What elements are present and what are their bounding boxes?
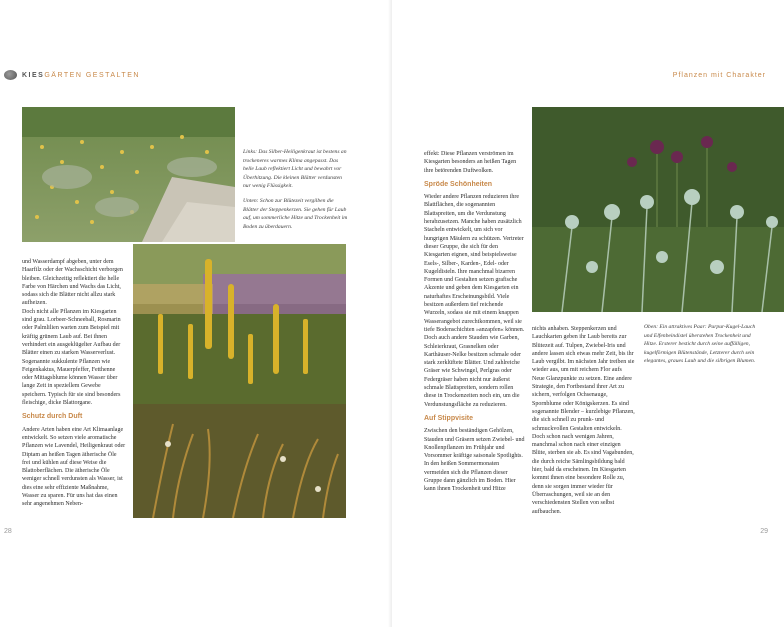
right-page	[392, 0, 784, 627]
photo-allium-eryngium	[532, 107, 784, 312]
photo-silver-santolina	[22, 107, 235, 242]
running-header-left: KIESGÄRTEN GESTALTEN	[22, 72, 140, 79]
heading-sproede-schoenheiten: Spröde Schönheiten	[424, 180, 493, 188]
right-text-column: nichts anhaben. Steppenkerzen und Lauchkarten geben ihr Laub bereits zur Blütezeit auf. Tulpen, Zwiebel-Iris und andere lassen sich etwas mehr Zeit, bis ihr Laub vergilbt. Im nächsten Jahr treiben sie wieder aus, um mit reichem Flor aufs Neue Glanzpunkte zu setzen. Eine andere Strategie, den Fortbestand ihrer Art zu sichern, verfolgen Ochsenauge, Spornblume oder Königskerzen. Es sind sogenannte Blender – kurzlebige Pflanzen, die sich schnell zu prunk- und schmuckvollen Gestalten entwickeln. Doch schon nach wenigen Jahren, manchmal schon nach einer einzigen Blüte, sterben sie ab. Es sind Vagabunden, die durch reiche Sämlingsbildung bald hier, bald da erscheinen. Im Kiesgarten kommt ihnen eine besondere Rolle zu, denn sie sorgen immer wieder für Überraschungen, weil sie an den verschiedensten Stellen von selbst aufbauchen.	[532, 326, 635, 515]
stone-icon	[4, 70, 17, 80]
middle-text-column: effekt: Diese Pflanzen verströmen im Kiesgarten besonders an heißen Tagen ihre betörenden Duftwolken. Spröde Schönheiten Wieder andere Pflanzen reduzieren ihre Blattflächen, die sogenannten Blattspreiten, um die Verdunstung herabzusetzen. Manche haben zusätzlich Stacheln entwickelt, um sich vor hungrigen Mäulern zu schützen. Vertreter dieser Gruppe, die sich für den Kiesgarten eignen, sind beispielsweise Esels-, Silber-, Karden-, Edel- oder Kugeldisteln. Ihre manchmal bizarren Formen und Gestalten setzen grafische Akzente und geben dem Kiesgarten ein naturhaftes Erscheinungsbild. Viele besitzen außerdem tief reichende Wurzeln, sodass sie mit einem knappen Wasserangebot zurechtkommen, weil sie tiefe Bodenschichten »anzapfen« können. Doch auch andere Stauden wie Garben, Schleierkraut, Grasnelken oder Karthäuser-Nelke besitzen schmale oder stark zerklüftete Blätter. Und zahlreiche Gräser wie Schwingel, Perlgras oder Federgräser haben nicht nur äußerst schmale Blattspreiten, sondern rollen diese in Trockenzeiten noch ein, um die Verdunstungsfläche zu reduzieren. Auf Stippvisite Zwischen den beständigen Gehölzen, Stauden und Gräsern setzen Zwiebel- und Knollenpflanzen im Frühjahr und Vorsommer kräftige saisonale Spotlights. In den heißen Sommermonaten vermeiden sich die Pflanzen dieser Gruppe dann gänzlich im Boden. Hier kann ihnen Trockenheit und Hitze	[424, 151, 525, 493]
caption-left-bottom: Unten: Schon zur Blütezeit vergilben die Blätter der Steppenkerzen. Sie gehen für Laub auf, um sommerliche Hitze und Trockenheit im Boden zu überdauern.	[243, 197, 348, 230]
page-number-left: 28	[4, 528, 12, 535]
page-number-right: 29	[760, 528, 768, 535]
heading-auf-stippvisite: Auf Stippvisite	[424, 414, 474, 422]
heading-schutz-durch-duft: Schutz durch Duft	[22, 413, 83, 421]
left-text-column: und Wasserdampf abgeben, unter dem Haarfilz oder der Wachsschicht verborgen bleiben. Gleichzeitig reflektiert die helle Farbe von Härchen und Wachs das Licht, sodass sich die Blätter nicht allzu stark aufheizen. Doch nicht alle Pflanzen im Kiesgarten sind grau. Lorbeer-Schneeball, Rosmarin oder Palmlilien warten zum Beispiel mit kräftig grünem Laub auf. Bei ihnen verhindert ein ausgeklügelter Aufbau der Blätter einen zu starken Wasserverlust. Sogenannte sukkulente Pflanzen wie Feigenkaktus, Mauerpfeffer, Fetthenne oder Mittagsblume können Wasser über lange Zeit in speziellem Gewebe speichern. Typisch für sie sind besonders fleischige, dicke Blattorgane. Schutz durch Duft Andere Arten haben eine Art Klimaanlage entwickelt. So setzen viele aromatische Pflanzen wie Lavendel, Heiligenkraut oder Diptam an heißen Tagen ätherische Öle frei und kühlen auf diese Weise die Blattoberflächen. Die ätherische Öle weniger schnell verdunsten als Wasser, ist dies eine sehr effiziente Maßnahme, Wasser zu sparen. Für uns hat das einen sehr angenehmen Neben-	[22, 259, 126, 508]
caption-left	[243, 148, 348, 237]
caption-right: Oben: Ein attraktives Paar: Purpur-Kugel-Lauch und Elfenbeindistel überstehen Trockenheit und Hitze. Ersterer besticht durch seine auffälligen, kugelförmigen Blütenstände, Letzterer durch sein elegantes, graues Laub und die silbrigen Blumen.	[644, 324, 756, 365]
running-header-right: Pflanzen mit Charakter	[672, 72, 766, 79]
caption-left-top: Links: Das Silber-Heiligenkraut ist bestens an trockeneres warmes Klima angepasst. Das helle Laub reflektiert Licht und bewahrt vor Überhitzung. Die kleinen Blätter verdunsten nur wenig Flüssigkeit.	[243, 149, 347, 190]
photo-foxtail-lilies	[133, 244, 346, 518]
